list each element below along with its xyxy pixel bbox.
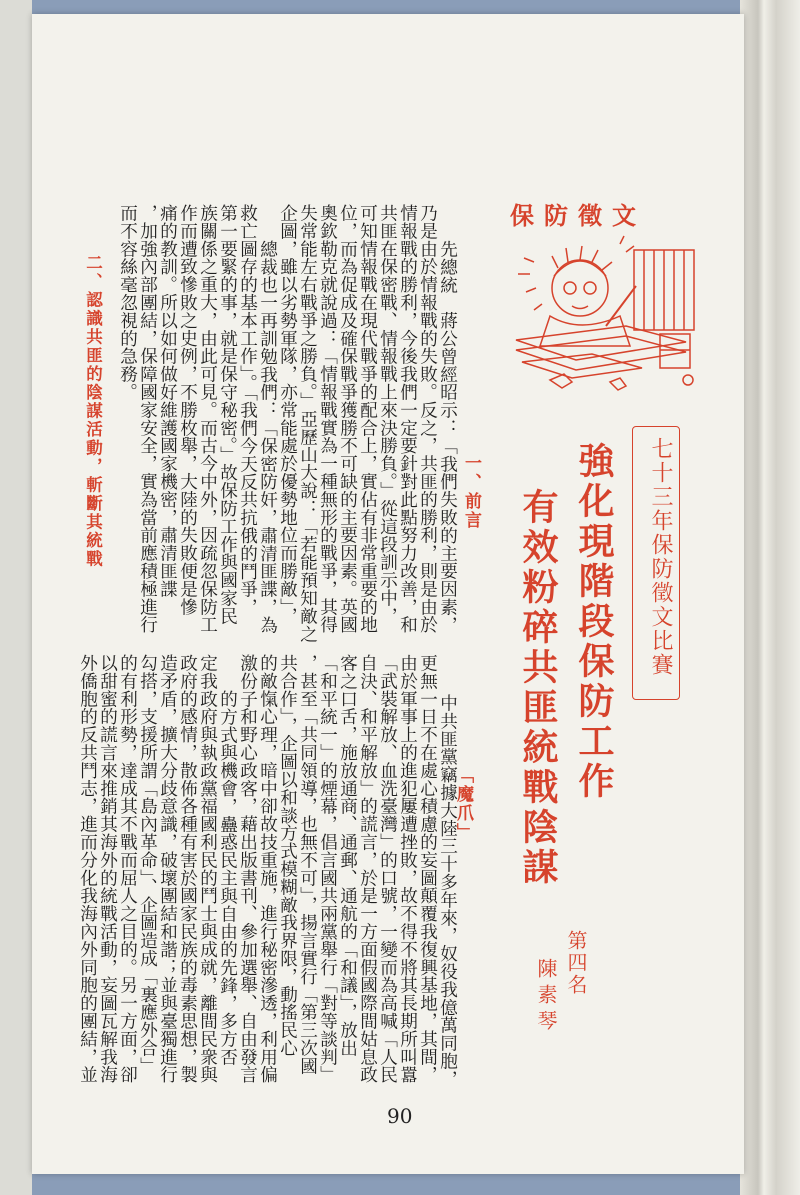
left-page-edge <box>0 0 32 1195</box>
upper-column: 乃是由於情報戰的失敗。反之，共匪的勝利，則是由於 <box>417 204 438 634</box>
title-line-2: 有效粉碎共匪統戰陰謀 <box>517 488 559 888</box>
title-line-1: 強化現階段保防工作 <box>573 442 615 802</box>
rank-label: 第四名 <box>564 930 588 996</box>
lower-column: 自決、和平解放」的謊言，於是一方面假國際間姑息政 <box>357 654 378 1084</box>
upper-column: 救亡圖存的基本工作」。「我們今天反共抗俄的鬥爭， <box>237 204 258 616</box>
lower-column: 由於軍事上的進犯屢遭挫敗，故不得不將其長期所叫囂 <box>397 654 418 1084</box>
upper-column: 奧欽勒克就說過：「情報戰實為一種無形的戰爭，其得 <box>317 204 338 634</box>
lower-column: 「和平統一」的煙幕，倡言國共兩黨舉行「對等談判」 <box>317 654 338 1084</box>
upper-column: 共匪在保密戰、情報戰上來決勝負。」從這段訓示中， <box>377 204 398 625</box>
lower-column: 更無一日不在處心積慮的妄圖顛覆我復興基地，其間， <box>417 654 438 1084</box>
lower-column: 政府的感情，散佈各種有害於國家民族的毒素思想，製 <box>177 654 198 1084</box>
page-number: 90 <box>387 1104 413 1128</box>
lower-column: 激份子和野心政客，藉出版書刊、參加選舉、自由發言 <box>237 654 258 1084</box>
lower-column: 的敵愾心理，暗中卻故技重施，進行秘密滲透，利用偏 <box>257 654 278 1084</box>
upper-column: 先總統 蔣公曾經昭示：「我們失敗的主要因素， <box>437 240 458 634</box>
lower-column: 勾搭，支援所謂「島內革命」、企圖造成「裏應外合」 <box>137 654 158 1075</box>
book-page <box>32 14 744 1174</box>
section-intro-heading: 一、前言 <box>461 454 481 530</box>
upper-column: ，加強內部團結，保障國家安全，實為當前應積極進行 <box>137 204 158 634</box>
upper-column: 而不容絲毫忽視的急務。 <box>117 204 138 401</box>
upper-column: 作而遭致慘敗之史例，不勝枚舉，大陸的失敗便是慘 <box>177 204 198 616</box>
header-title: 保防徵文 <box>510 201 646 230</box>
upper-column: 總裁也一再訓勉我們：「保密防奸，肅清匪諜，為 <box>257 240 278 634</box>
lower-column: 共合作」，企圖以和談方式模糊敵我界限，動搖民心 <box>277 654 298 1057</box>
lower-column: 定我政府與執政黨福國利民的鬥士與成就，離間民衆與 <box>197 654 218 1084</box>
upper-column: 企圖，雖以劣勢軍隊，亦常能處於優勢地位而勝敵」， <box>277 204 298 625</box>
author-name: 陳素琴 <box>534 958 558 1036</box>
writer-illustration-icon <box>510 230 708 402</box>
section-two-heading: 二、認識共匪的陰謀活動，斬斷其統戰 <box>83 254 103 569</box>
book-edge <box>740 0 800 1195</box>
lower-column: ，甚至「共同領導，也無不可」，揚言實行「第三次國 <box>297 654 318 1075</box>
contest-label: 七十三年保防徵文比賽 <box>648 437 673 677</box>
lower-column: 「武裝解放、血洗臺灣」的口號，一變而為高喊「人民 <box>377 654 398 1084</box>
upper-column: 痛的教訓。所以如何做好維護國家機密，肅清匪諜 <box>157 204 178 598</box>
upper-column: 位，而為促成及確保戰爭獲勝不可缺的主要因素。英國 <box>337 204 358 634</box>
upper-column: 情報戰的勝利，今後我們一定要針對此點努力改善，和 <box>397 204 418 634</box>
lower-column: 外僑胞的反共鬥志，進而分化我海內外同胞的團結，並 <box>77 654 98 1084</box>
upper-column: 族關係之重大，由此可見。而古今中外，因疏忽保防工 <box>197 204 218 634</box>
lower-column: 中共匪黨竊據大陸三十多年來，奴役我億萬同胞， <box>437 694 458 1088</box>
contest-label-box <box>632 426 680 700</box>
upper-column: 可知情報戰在現代戰爭的配合上，實佔有非常重要的地 <box>357 204 378 634</box>
lower-column: 的有利形勢，達成其不戰而屈人之目的。另一方面，卻 <box>117 654 138 1084</box>
lower-column: 以甜蜜的謊言來推銷其海外的統戰活動，妄圖瓦解我海 <box>97 654 118 1084</box>
lower-column: 造矛盾，擴大分歧意識，破壞團結和諧；並與臺獨進行 <box>157 654 178 1084</box>
lower-column: 客之口舌，施放通商、通郵、通航的「和議」，放出 <box>337 654 358 1057</box>
upper-column: 第一要緊的事，就是保守秘密。」故保防工作與國家民 <box>217 204 238 625</box>
subhead-claw: 「魔爪」 <box>453 766 473 842</box>
lower-column: 的方式與機會，蠱惑民主與自由的先鋒，多方否 <box>217 690 238 1066</box>
upper-column: 失常能左右戰爭之勝負。」亞歷山大說：「若能預知敵之 <box>297 204 318 643</box>
